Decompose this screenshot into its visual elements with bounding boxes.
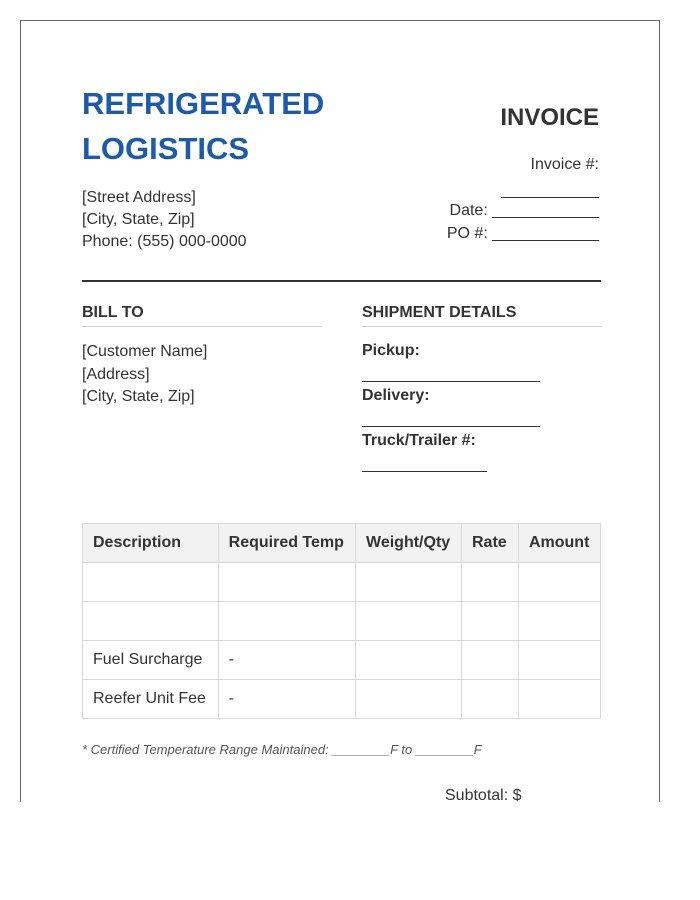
table-cell[interactable] <box>218 602 355 641</box>
pickup-label: Pickup: <box>362 342 420 359</box>
table-row <box>83 641 601 680</box>
invoice-number-label: Invoice #: <box>530 156 599 173</box>
column-header-weight-qty: Weight/Qty <box>356 524 462 563</box>
column-header-description: Description <box>83 524 219 563</box>
subtotal-label: Subtotal: $ <box>445 787 522 804</box>
table-cell[interactable] <box>356 602 462 641</box>
bill-to-city[interactable]: [City, State, Zip] <box>82 388 195 405</box>
column-header-amount: Amount <box>518 524 600 563</box>
shipment-details-heading: SHIPMENT DETAILS <box>362 304 601 327</box>
table-cell[interactable] <box>356 641 462 680</box>
line-items-table <box>82 523 601 719</box>
table-cell[interactable] <box>518 641 600 680</box>
company-phone: Phone: (555) 000-0000 <box>82 233 247 250</box>
column-header-rate: Rate <box>462 524 519 563</box>
table-cell[interactable]: - <box>218 641 355 680</box>
bill-to-address[interactable]: [Address] <box>82 365 150 383</box>
table-cell[interactable] <box>462 563 519 602</box>
company-city: [City, State, Zip] <box>82 211 195 228</box>
invoice-date-field[interactable]: Date: ____________ <box>449 202 599 219</box>
company-address <box>82 187 247 253</box>
invoice-number-field[interactable] <box>501 183 599 198</box>
table-cell[interactable]: Reefer Unit Fee <box>83 680 219 719</box>
company-name <box>82 81 382 171</box>
column-header-required-temp: Required Temp <box>218 524 355 563</box>
truck-trailer-field[interactable] <box>362 471 487 472</box>
header-divider <box>82 280 601 282</box>
invoice-page <box>20 20 660 802</box>
bill-to-block <box>82 341 207 409</box>
temperature-certification-note: * Certified Temperature Range Maintained: ________F to ________F <box>82 742 482 757</box>
table-cell[interactable] <box>356 563 462 602</box>
bill-to-heading: BILL TO <box>82 304 321 327</box>
company-street: [Street Address] <box>82 189 196 206</box>
table-cell[interactable] <box>218 563 355 602</box>
table-cell[interactable] <box>462 602 519 641</box>
delivery-field[interactable] <box>362 426 540 427</box>
pickup-field[interactable] <box>362 381 540 382</box>
table-cell[interactable] <box>518 563 600 602</box>
delivery-label: Delivery: <box>362 387 430 404</box>
company-name-line1: REFRIGERATED <box>82 86 325 121</box>
table-header-row <box>83 524 601 563</box>
table-cell[interactable] <box>356 680 462 719</box>
table-cell[interactable] <box>518 680 600 719</box>
table-cell[interactable] <box>83 602 219 641</box>
table-cell[interactable]: - <box>218 680 355 719</box>
table-row <box>83 602 601 641</box>
table-row <box>83 680 601 719</box>
bill-to-customer[interactable]: [Customer Name] <box>82 343 208 360</box>
invoice-po-field[interactable]: PO #: ____________ <box>446 225 599 242</box>
table-row <box>83 563 601 602</box>
table-cell[interactable] <box>518 602 600 641</box>
table-cell[interactable]: Fuel Surcharge <box>83 641 219 680</box>
table-cell[interactable] <box>462 641 519 680</box>
truck-trailer-label: Truck/Trailer #: <box>362 432 476 449</box>
table-cell[interactable] <box>462 680 519 719</box>
table-cell[interactable] <box>83 563 219 602</box>
company-name-line2: LOGISTICS <box>82 131 250 166</box>
invoice-title: INVOICE <box>500 104 599 131</box>
